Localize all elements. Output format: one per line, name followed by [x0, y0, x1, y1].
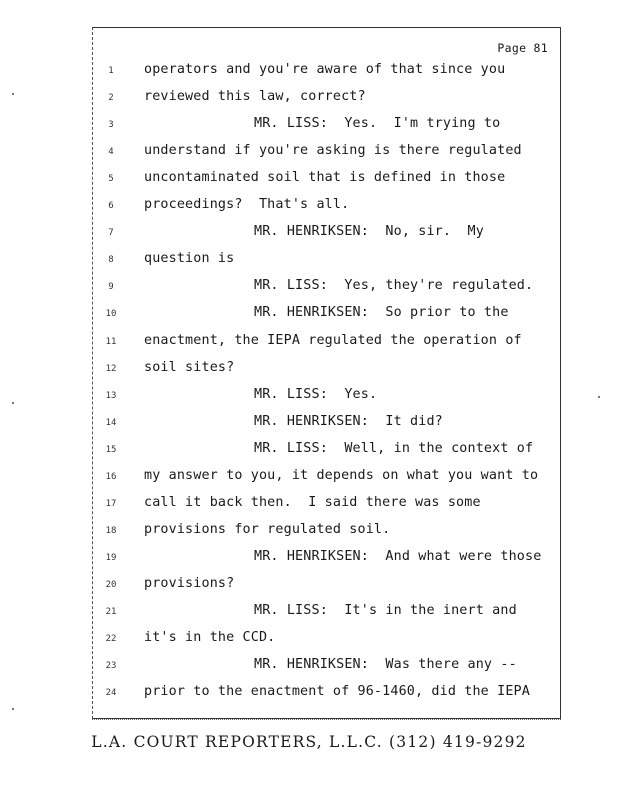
- court-reporter-footer: L.A. COURT REPORTERS, L.L.C. (312) 419-9292: [91, 733, 527, 751]
- line-number: 3: [108, 120, 114, 131]
- line-number: 21: [105, 607, 117, 617]
- line-number: 17: [105, 498, 117, 509]
- line-number: 8: [108, 255, 114, 266]
- transcript-line: MR. HENRIKSEN: It did?: [254, 413, 443, 429]
- transcript-line: understand if you're asking is there regulated: [144, 143, 522, 159]
- transcript-line: MR. LISS: Yes. I'm trying to: [254, 116, 501, 132]
- transcript-line: proceedings? That's all.: [144, 197, 350, 213]
- scan-mark: [12, 402, 14, 404]
- line-number: 10: [105, 309, 117, 320]
- line-number: 14: [105, 417, 117, 428]
- line-number: 5: [108, 174, 114, 185]
- line-number: 19: [105, 552, 117, 563]
- line-number: 24: [105, 688, 117, 699]
- transcript-line: MR. HENRIKSEN: Was there any --: [254, 657, 517, 673]
- line-number: 20: [105, 579, 117, 590]
- line-number: 11: [105, 336, 117, 347]
- line-number: 4: [108, 147, 114, 158]
- transcript-line: reviewed this law, correct?: [144, 89, 366, 105]
- line-number: 7: [108, 228, 114, 239]
- line-number: 9: [108, 282, 114, 293]
- line-number: 12: [105, 363, 117, 374]
- line-number: 13: [105, 390, 117, 401]
- transcript-line: uncontaminated soil that is defined in those: [144, 170, 506, 186]
- transcript-line: question is: [144, 251, 235, 267]
- transcript-line: MR. HENRIKSEN: No, sir. My: [254, 224, 484, 240]
- transcript-line: MR. HENRIKSEN: And what were those: [254, 548, 542, 564]
- transcript-line: provisions for regulated soil.: [144, 521, 391, 537]
- transcript-line: provisions?: [144, 575, 235, 591]
- transcript-line: prior to the enactment of 96-1460, did the IEPA: [144, 684, 530, 700]
- page-number: Page 81: [497, 41, 548, 55]
- line-number: 6: [108, 201, 114, 212]
- page-bottom-rule: [92, 717, 561, 720]
- line-number: 1: [108, 66, 114, 76]
- transcript-line: enactment, the IEPA regulated the operation of: [144, 332, 522, 348]
- transcript-line: MR. LISS: It's in the inert and: [254, 603, 517, 618]
- transcript-line: MR. LISS: Well, in the context of: [254, 440, 534, 456]
- transcript-line: operators and you're aware of that since you: [144, 62, 506, 77]
- scan-mark: [598, 396, 600, 398]
- transcript-line: call it back then. I said there was some: [144, 494, 481, 510]
- line-number: 18: [105, 525, 117, 536]
- scan-mark: [12, 93, 14, 95]
- transcript-line: my answer to you, it depends on what you want to: [144, 467, 539, 483]
- line-number: 2: [108, 93, 114, 104]
- transcript-line: soil sites?: [144, 359, 235, 375]
- scan-mark: [12, 708, 14, 710]
- transcript-line: MR. LISS: Yes.: [254, 386, 378, 402]
- line-number: 15: [105, 444, 117, 455]
- line-number: 23: [105, 661, 117, 672]
- line-number: 16: [105, 471, 117, 482]
- transcript-line: it's in the CCD.: [144, 630, 276, 646]
- transcript-line: MR. HENRIKSEN: So prior to the: [254, 305, 509, 321]
- line-number: 22: [105, 634, 117, 645]
- transcript-line: MR. LISS: Yes, they're regulated.: [254, 278, 534, 294]
